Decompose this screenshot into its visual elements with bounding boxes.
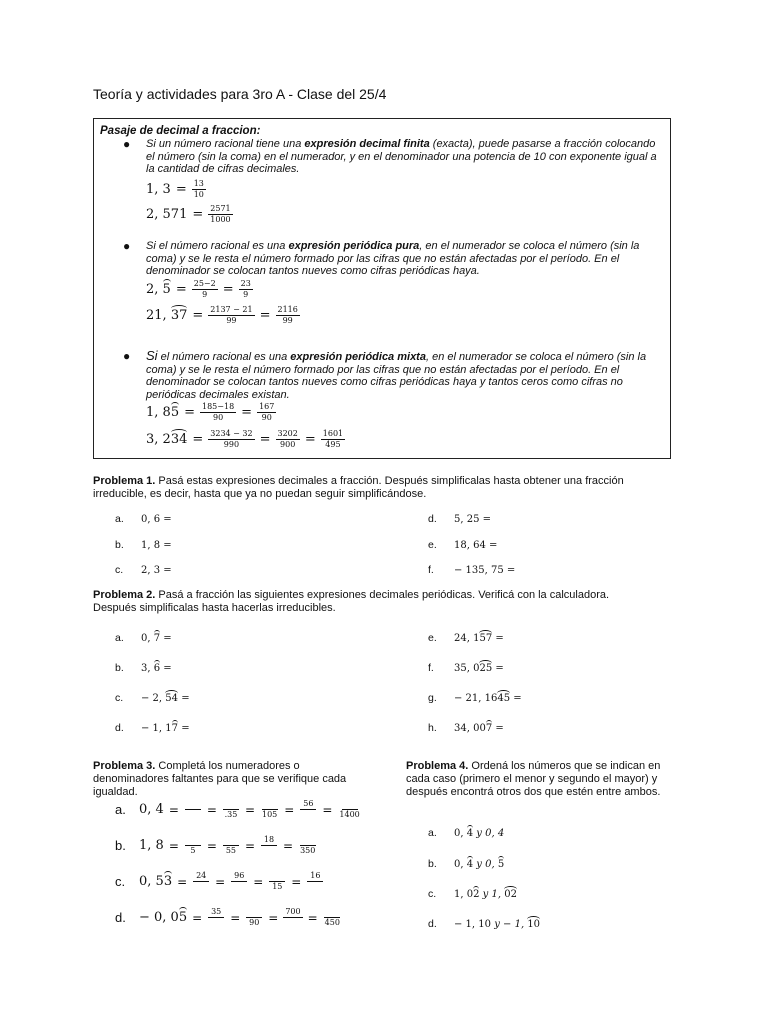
p1-item: b. 1, 8 = xyxy=(115,539,172,551)
p4-item: b. 0, 4 y 0, 5 xyxy=(428,858,505,870)
p1-item: c. 2, 3 = xyxy=(115,564,172,576)
example-mixed-1: 1, 85 = $\frac{185-18}{90}$ = $\frac{167}{90}$ xyxy=(146,402,275,422)
p1-item: a. 0, 6 = xyxy=(115,513,172,525)
p2-item: g. − 21, 1645 = xyxy=(428,692,522,704)
p4-item: c. 1, 02 y 1, 02 xyxy=(428,888,517,900)
p1-item: e. 18, 64 = xyxy=(428,539,498,551)
p3-item-d: d. − 0, 05 = 35 = 90 = 700 = 450 xyxy=(115,907,340,927)
bullet-text-pure: Si el número racional es una expresión periódica pura, en el numerador se coloca el número (sin la coma) y se le resta el número formado por las cifras que no están afectadas por el período. En el denominador se colocan tantos nueves como cifras periódicas haya. xyxy=(146,240,640,277)
example-finite-1: 1, 3 = $\frac{13}{10}$ xyxy=(146,179,204,199)
bullet-icon: ● xyxy=(123,349,131,363)
p2-item: f. 35, 025 = xyxy=(428,662,504,674)
problem-3-heading: Problema 3. Completá los numeradores o denominadores faltantes para que se verifique cada igualdad. xyxy=(93,760,347,798)
example-pure-1: 2, 5 = $\frac{25-2}{9}$ = $\frac{23}{9}$ xyxy=(146,279,251,299)
problem-4-heading: Problema 4. Ordená los números que se indican en cada caso (primero el menor y segundo el mayor) y después encontrá otros dos que estén entre ambos. xyxy=(406,760,661,798)
p1-item: f. − 135, 75 = xyxy=(428,564,516,576)
page-title: Teoría y actividades para 3ro A - Clase del 25/4 xyxy=(93,86,387,102)
bullet-icon: ● xyxy=(123,239,131,253)
p1-item: d. 5, 25 = xyxy=(428,513,492,525)
p2-item: c. − 2, 54 = xyxy=(115,692,190,704)
problem-1-heading: Problema 1. Pasá estas expresiones decimales a fracción. Después simplificalas hasta obtener una fracción irreducible, es decir, hasta que ya no puedan seguir simplificándose. xyxy=(93,475,624,500)
p2-item: h. 34, 007 = xyxy=(428,722,504,734)
p3-item-b: b. 1, 8 = 5 = 55 = 18 = 350 xyxy=(115,835,316,855)
p3-item-c: c. 0, 53 = 24 = 96 = 15 = 16 xyxy=(115,871,324,892)
p2-item: e. 24, 157 = xyxy=(428,632,504,644)
p2-item: d. − 1, 17 = xyxy=(115,722,190,734)
problem-2-heading: Problema 2. Pasá a fracción las siguientes expresiones decimales periódicas. Verificá con la calculadora. Después simplificalas hasta hacerlas irreducibles. xyxy=(93,589,610,614)
bullet-icon: ● xyxy=(123,137,131,151)
p4-item: a. 0, 4 y 0, 4 xyxy=(428,827,505,839)
p2-item: b. 3, 6 = xyxy=(115,662,172,674)
bullet-text-finite: Si un número racional tiene una expresión decimal finita (exacta), puede pasarse a fracción colocando el número (sin la coma) en el numerador, y en el denominador una potencia de 10 con exponente igual a la cantidad de cifras decimales. xyxy=(146,138,657,175)
bullet-text-mixed: Si el número racional es una expresión periódica mixta, en el numerador se coloca el número (sin la coma) y se le resta el número formado por las cifras que no están afectadas por el período. En el denominador se colocan tantos nueves como cifras periódicas haya y tantos ceros como cifras no periódicas decimales existan. xyxy=(146,348,647,401)
p3-item-a: a. 0, 4 = = .35 = 105 = 56 = 1400 xyxy=(115,799,360,819)
example-finite-2: 2, 571 = $\frac{2571}{1000}$ xyxy=(146,204,231,224)
theory-heading: Pasaje de decimal a fraccion: xyxy=(100,125,261,137)
example-mixed-2: 3, 234 = $\frac{3234 - 32}{990}$ = $\frac{3202}{900}$ = $\frac{1601}{495}$ xyxy=(146,429,344,449)
p4-item: d. − 1, 10 y − 1, 10 xyxy=(428,918,541,930)
theory-box xyxy=(93,118,671,459)
p2-item: a. 0, 7 = xyxy=(115,632,172,644)
example-pure-2: 21, 37 = $\frac{2137 - 21}{99}$ = $\frac{2116}{99}$ xyxy=(146,305,298,325)
